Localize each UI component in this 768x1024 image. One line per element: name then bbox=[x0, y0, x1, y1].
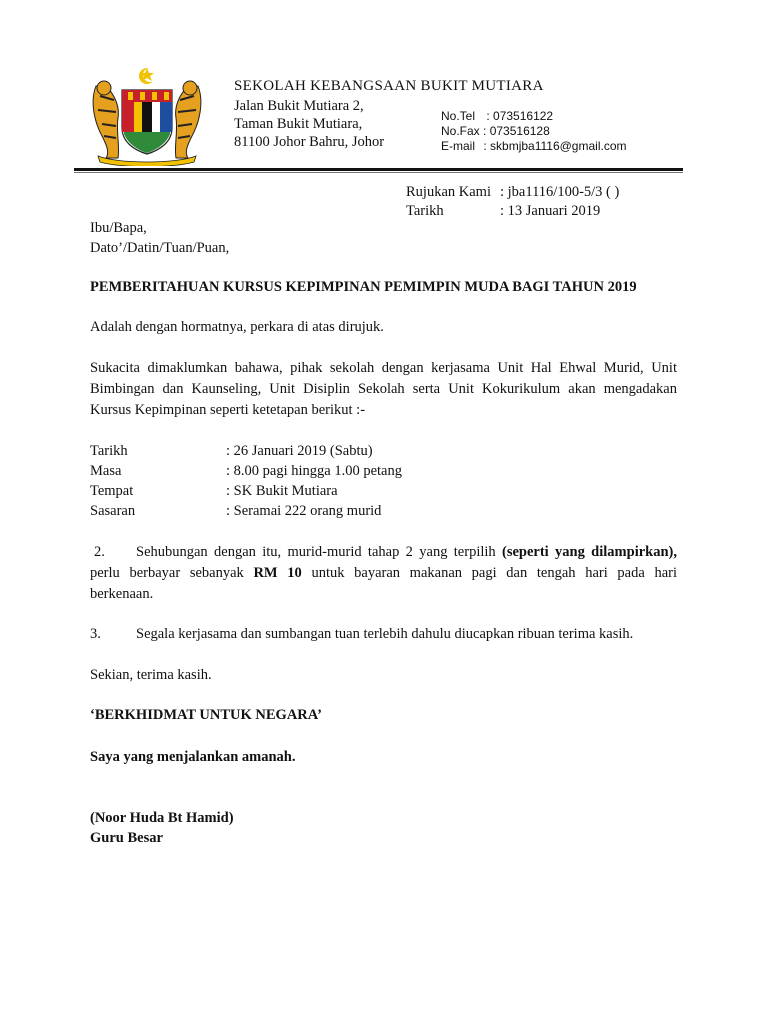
contact-fax bbox=[441, 124, 550, 138]
paragraph-2-text: untuk bayaran makanan pagi dan tengah hari pada hari bbox=[301, 565, 677, 581]
paragraph-2-number: 2. bbox=[94, 544, 105, 560]
salutation-line-1: Ibu/Bapa, bbox=[90, 220, 147, 236]
contact-fax-sep: : bbox=[479, 124, 490, 138]
paragraph-3-text: Segala kerjasama dan sumbangan tuan terlebih dahulu diucapkan ribuan terima kasih. bbox=[136, 626, 634, 642]
contact-email-value[interactable]: skbmjba1116@gmail.com bbox=[490, 139, 627, 153]
address-line-3: 81100 Johor Bahru, Johor bbox=[234, 134, 385, 150]
detail-value: : Seramai 222 orang murid bbox=[226, 503, 382, 519]
salutation-line-2: Dato’/Datin/Tuan/Puan, bbox=[90, 240, 230, 256]
rujukan-label: Rujukan Kami bbox=[406, 184, 491, 200]
detail-label: Sasaran bbox=[90, 503, 136, 519]
header-divider bbox=[74, 168, 683, 171]
paragraph-2-line-3: berkenaan. bbox=[90, 586, 154, 602]
contact-tel bbox=[441, 109, 553, 123]
amanah-line: Saya yang menjalankan amanah. bbox=[90, 749, 296, 765]
paragraph-3-number: 3. bbox=[90, 626, 101, 642]
paragraph-2-text: perlu berbayar sebanyak bbox=[90, 565, 254, 581]
tarikh-label: Tarikh bbox=[406, 203, 444, 219]
address-line-2: Taman Bukit Mutiara, bbox=[234, 116, 363, 132]
motto: ‘BERKHIDMAT UNTUK NEGARA’ bbox=[90, 707, 323, 723]
contact-tel-sep: : bbox=[483, 109, 494, 123]
contact-email bbox=[441, 139, 627, 153]
contact-email-label: E-mail bbox=[441, 139, 476, 153]
paragraph-2-bold-amount: RM 10 bbox=[253, 565, 302, 581]
detail-value: : SK Bukit Mutiara bbox=[226, 483, 338, 499]
opening-line: Adalah dengan hormatnya, perkara di atas dirujuk. bbox=[90, 319, 384, 335]
paragraph-2-text: Sehubungan dengan itu, murid-murid tahap 2 yang terpilih bbox=[136, 544, 502, 560]
detail-label: Masa bbox=[90, 463, 122, 479]
contact-tel-label: No.Tel bbox=[441, 109, 476, 123]
malaysia-coat-of-arms-icon bbox=[88, 66, 206, 166]
contact-fax-label: No.Fax bbox=[441, 124, 480, 138]
tarikh-value: : 13 Januari 2019 bbox=[500, 203, 601, 219]
contact-fax-value: 073516128 bbox=[489, 124, 550, 138]
paragraph-2-line-1 bbox=[136, 544, 677, 561]
signatory-name: (Noor Huda Bt Hamid) bbox=[90, 810, 234, 826]
paragraph-2-line-2 bbox=[90, 565, 677, 582]
detail-value: : 8.00 pagi hingga 1.00 petang bbox=[226, 463, 402, 479]
paragraph-2-bold-attachment: (seperti yang dilampirkan), bbox=[502, 544, 677, 560]
detail-label: Tarikh bbox=[90, 443, 128, 459]
paragraph-1-line-1: Sukacita dimaklumkan bahawa, pihak sekolah dengan kerjasama Unit Hal Ehwal Murid, Unit bbox=[90, 360, 677, 376]
paragraph-1-line-2: Bimbingan dan Kaunseling, Unit Disiplin Sekolah serta Unit Kokurikulum akan mengadakan bbox=[90, 381, 677, 397]
rujukan-value: : jba1116/100-5/3 ( ) bbox=[500, 184, 620, 200]
signatory-title: Guru Besar bbox=[90, 830, 163, 846]
letter-subject: PEMBERITAHUAN KURSUS KEPIMPINAN PEMIMPIN MUDA BAGI TAHUN 2019 bbox=[90, 279, 637, 295]
address-line-1: Jalan Bukit Mutiara 2, bbox=[234, 98, 364, 114]
detail-label: Tempat bbox=[90, 483, 134, 499]
school-name: SEKOLAH KEBANGSAAN BUKIT MUTIARA bbox=[234, 78, 544, 94]
header-divider-thin bbox=[74, 172, 683, 173]
detail-value: : 26 Januari 2019 (Sabtu) bbox=[226, 443, 373, 459]
contact-tel-value: 073516122 bbox=[493, 109, 554, 123]
closing-line: Sekian, terima kasih. bbox=[90, 667, 212, 683]
contact-email-sep: : bbox=[480, 139, 491, 153]
paragraph-1-line-3: Kursus Kepimpinan seperti ketetapan berikut :- bbox=[90, 402, 366, 418]
